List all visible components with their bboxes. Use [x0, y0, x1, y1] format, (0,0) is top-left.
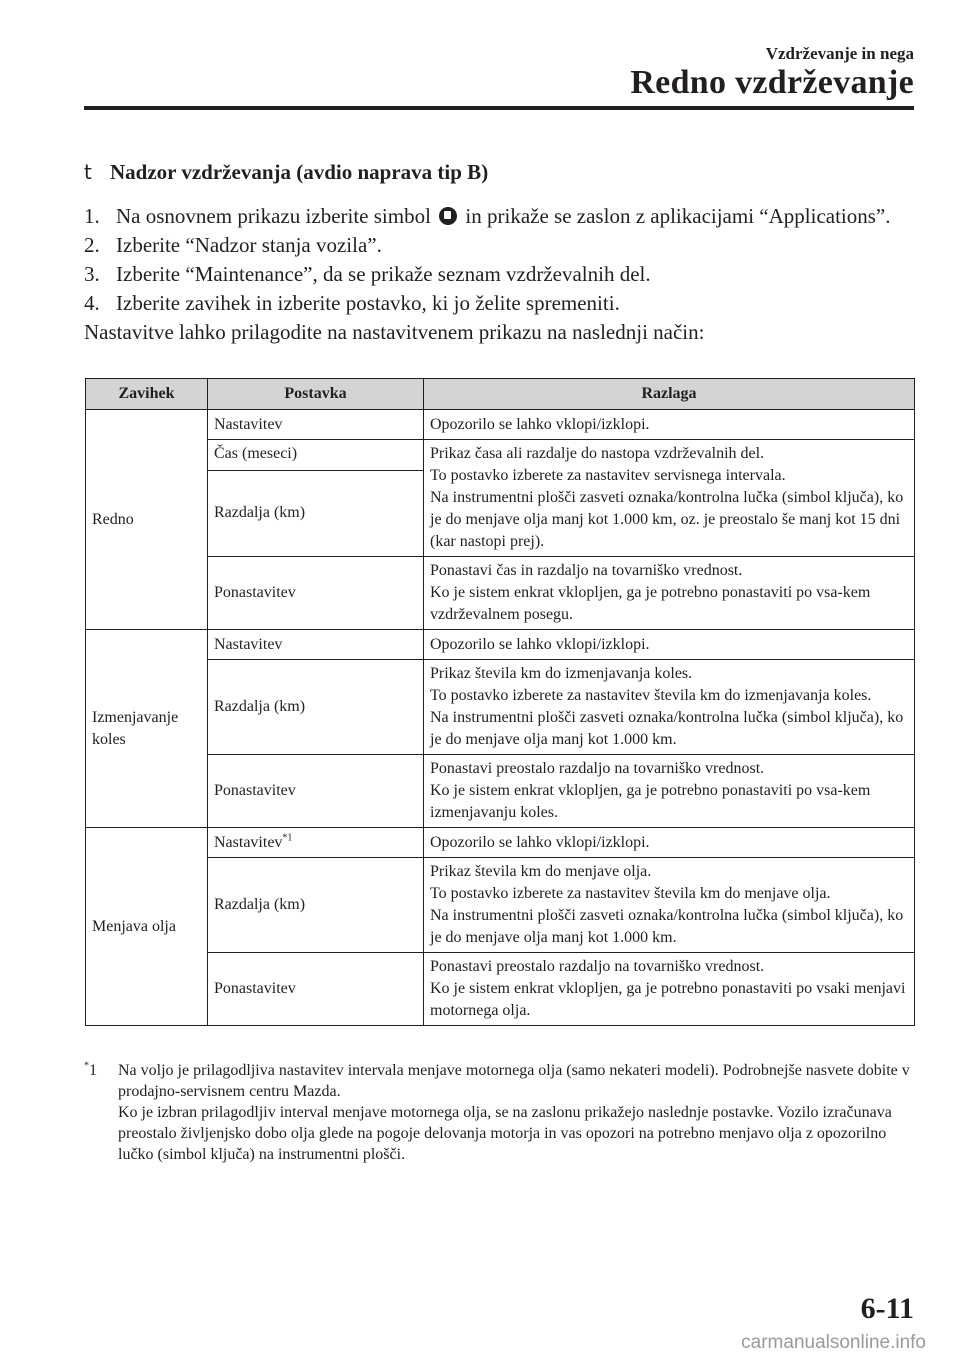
steps-list [84, 202, 914, 347]
item-label: Nastavitev [214, 833, 283, 851]
explanation-cell [424, 953, 915, 1026]
step-number: 1. [84, 204, 100, 228]
step-text: Izberite zavihek in izberite postavko, ki jo želite spremeniti. [116, 291, 620, 315]
column-header-item: Postavka [208, 379, 424, 410]
explanation-line: Ko je sistem enkrat vklopljen, ga je potrebno ponastaviti po vsa-kem vzdrževalnem posegu. [430, 584, 871, 623]
explanation-line: To postavko izberete za nastavitev servisnega intervala. [430, 467, 786, 484]
intro-text: Nastavitve lahko prilagodite na nastavitvenem prikazu na naslednji način: [84, 320, 705, 344]
explanation-cell [424, 858, 915, 953]
table-row [86, 410, 915, 440]
footnote [84, 1060, 924, 1165]
table-row [86, 660, 915, 755]
table-row [86, 557, 915, 630]
step-3 [84, 260, 914, 289]
footnote-paragraph: Na voljo je prilagodljiva nastavitev intervala menjave motornega olja (samo nekateri modeli). Podrobnejše nasvete dobite v prodajno-servisnem centru Mazda. [118, 1062, 910, 1100]
explanation-line: Ko je sistem enkrat vklopljen, ga je potrebno ponastaviti po vsaki menjavi motornega olja. [430, 980, 906, 1019]
footnote-star: * [84, 1060, 89, 1072]
item-cell: Nastavitev [208, 630, 424, 660]
footnote-body [118, 1060, 924, 1165]
table-header-row [86, 379, 915, 410]
step-number: 2. [84, 233, 100, 257]
table-row [86, 630, 915, 660]
tab-cell-redno: Redno [86, 410, 208, 630]
header-title: Redno vzdrževanje [630, 64, 914, 101]
explanation-line: Ponastavi čas in razdaljo na tovarniško vrednost. [430, 562, 743, 579]
step-text [116, 202, 914, 231]
tab-cell-koles: Izmenjavanje koles [86, 630, 208, 828]
item-cell: Razdalja (km) [208, 660, 424, 755]
step-1 [84, 202, 914, 231]
step-text: Izberite “Nadzor stanja vozila”. [116, 233, 382, 257]
table-row [86, 858, 915, 953]
explanation-cell [424, 557, 915, 630]
explanation-line: To postavko izberete za nastavitev števila km do menjave olja. [430, 885, 831, 902]
step-number: 3. [84, 262, 100, 286]
step-number: 4. [84, 291, 100, 315]
item-cell: Čas (meseci) [208, 440, 424, 471]
explanation-line: Prikaz števila km do menjave olja. [430, 863, 652, 880]
explanation-line: Prikaz časa ali razdalje do nastopa vzdrževalnih del. [430, 445, 765, 462]
explanation-line: Ko je sistem enkrat vklopljen, ga je potrebno ponastaviti po vsa-kem izmenjavanju koles. [430, 782, 871, 821]
explanation-line: Na instrumentni plošči zasveti oznaka/kontrolna lučka (simbol ključa), ko je do menjave olja manj kot 1.000 km. [430, 709, 904, 748]
step-text-after-icon: in prikaže se zaslon z aplikacijami “Applications”. [465, 204, 891, 228]
footnote-mark [84, 1060, 118, 1165]
step-text-before-icon: Na osnovnem prikazu izberite simbol [116, 204, 431, 228]
item-cell: Razdalja (km) [208, 858, 424, 953]
footnote-number: 1 [89, 1062, 97, 1079]
header-section-name: Vzdrževanje in nega [765, 44, 914, 63]
section-heading-text: Nadzor vzdrževanja (avdio naprava tip B) [110, 160, 489, 184]
item-cell: Razdalja (km) [208, 470, 424, 556]
explanation-line: Na instrumentni plošči zasveti oznaka/kontrolna lučka (simbol ključa), ko je do menjave olja manj kot 1.000 km. [430, 907, 904, 946]
explanation-cell: Opozorilo se lahko vklopi/izklopi. [424, 410, 915, 440]
table-row [86, 953, 915, 1026]
section-bullet-icon: t [84, 160, 92, 184]
item-cell: Ponastavitev [208, 953, 424, 1026]
table-row [86, 440, 915, 471]
footnote-ref: *1 [282, 832, 293, 844]
table-row [86, 755, 915, 828]
step-text: Izberite “Maintenance”, da se prikaže seznam vzdrževalnih del. [116, 262, 651, 286]
explanation-cell: Opozorilo se lahko vklopi/izklopi. [424, 630, 915, 660]
item-cell: Nastavitev [208, 410, 424, 440]
maintenance-table [85, 378, 915, 1026]
watermark-text: carmanualsonline.info [741, 1332, 926, 1353]
explanation-cell [424, 440, 915, 557]
tab-cell-olje: Menjava olja [86, 828, 208, 1026]
step-2 [84, 231, 914, 260]
column-header-tab: Zavihek [86, 379, 208, 410]
explanation-line: Ponastavi preostalo razdaljo na tovarniško vrednost. [430, 760, 765, 777]
item-cell: Ponastavitev [208, 557, 424, 630]
explanation-line: Na instrumentni plošči zasveti oznaka/kontrolna lučka (simbol ključa), ko je do menjave olja manj kot 1.000 km, oz. je preostalo še manj kot 15 dni (kar nastopi prej). [430, 489, 904, 550]
step-4 [84, 289, 914, 318]
applications-icon [439, 207, 457, 225]
table-row [86, 828, 915, 858]
explanation-line: Prikaz števila km do izmenjavanja koles. [430, 665, 693, 682]
item-cell: Ponastavitev [208, 755, 424, 828]
column-header-explanation: Razlaga [424, 379, 915, 410]
page-number: 6-11 [860, 1292, 914, 1325]
explanation-line: Ponastavi preostalo razdaljo na tovarniško vrednost. [430, 958, 765, 975]
footnote-paragraph: Ko je izbran prilagodljiv interval menjave motornega olja, se na zaslonu prikažejo naslednje postavke. Vozilo izračunava preostalo življenjsko dobo olja glede na pogoje delovanja motorja in vas opozori na potrebno menjavo olja z opozorilno lučko (simbol ključa) na instrumentni plošči. [118, 1104, 892, 1163]
header-rule [84, 106, 914, 110]
explanation-cell [424, 660, 915, 755]
explanation-cell: Opozorilo se lahko vklopi/izklopi. [424, 828, 915, 858]
explanation-line: To postavko izberete za nastavitev števila km do izmenjavanja koles. [430, 687, 872, 704]
item-cell [208, 828, 424, 858]
explanation-cell [424, 755, 915, 828]
section-heading [84, 160, 488, 185]
